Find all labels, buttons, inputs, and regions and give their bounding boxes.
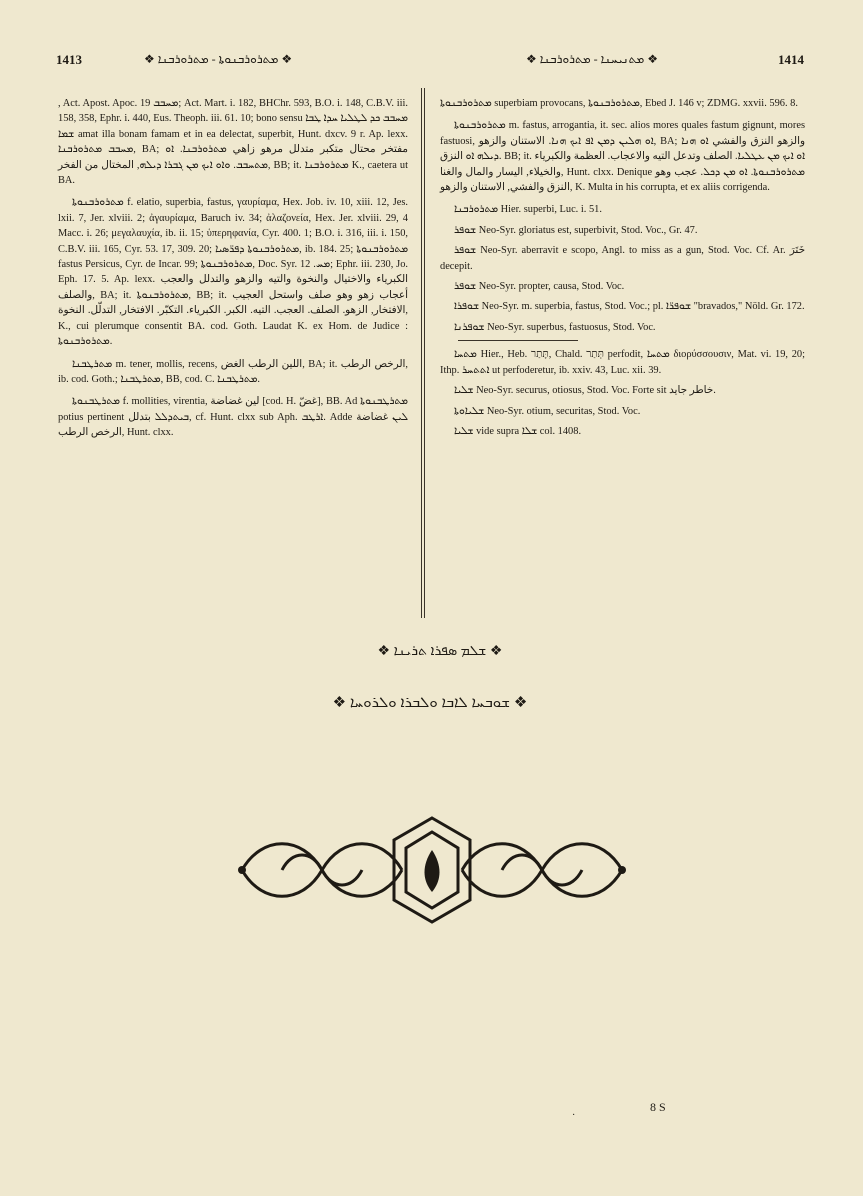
dictionary-entry: ܡܬܪܛܒܢܐ m. tener, mollis, recens, اللين الرطب الغض, BA; it. الرخص الرطب, ib. cod. Goth.; ܡܬܪܛܒܢܐ, BB, cod. C. ܡܬܪܛܒܢܐ. [58,358,408,385]
section-rule [458,340,578,341]
dictionary-entry: ܫܘܦܪܐ Neo-Syr. m. superbia, fastus, Stod. Voc.; pl. ܫܘܦܪ̈ܐ "bravados," Nöld. Gr. 172. [454,301,805,313]
dictionary-entry: ܫܠܝܐ Neo-Syr. securus, otiosus, Stod. Voc. Forte sit خاطر جايد. [454,385,716,397]
dictionary-entry: ܡܬܪܘܪܒܢܘܬܐ superbiam provocans, ܡܬܪܘܪܒܢܘܬܐ, Ebed J. 146 v; ZDMG. xxvii. 596. 8. [440,98,798,109]
column-divider [424,88,425,618]
dictionary-entry: ܫܘܦܪ Neo-Syr. gloriatus est, superbivit, Stod. Voc., Gr. 47. [454,224,698,236]
dictionary-entry: ܡܬܪܘܪܒܢܘܬܐ m. fastus, arrogantia, it. sec. alios mores quales fastum gignunt, mores fastuosi, ܐܘ ܗܠܝܢ ܕܡܢ ܐܦ ܐܝܟ ܗܢܐ. الاستنان والزهو, BA; والزهو النزق والفشي ܐܘ ܗܢܐ ܕܝܠܗ ܐܘ النزق. BB; it. ܐܘ ܐܝܟ ܡܢ ܥܛܠܝܐ. الصلف وتدعل التيه والاعجاب. العظمة والكبرياء والخيلاء, اليسار والمال والغنا, Hunt. clxx. Denique ܡܬܪܘܪܒܢܘܬܐ. ܐܘ ܡܢ ܕܟܠ. عجب وهو النزق والفشي, الاستنان والزهو, K. Multa in his corrupta, et ex aliis corrigenda. [440,120,805,194]
page-mark: · [572,1110,576,1121]
running-head-right: ❖ ܡܬܢܝܚܢܐ - ܡܬܪܘܪܒܢܐ ❖ [526,52,659,66]
knotwork-ornament [222,810,642,930]
dictionary-entry: ܫܠܝܐܘܬܐ Neo-Syr. otium, securitas, Stod. Voc. [454,405,641,417]
dictionary-entry: ܫܠܝܐ vide supra ܫܠܐ col. 1408. [454,425,582,437]
page-header [56,52,804,72]
dictionary-entry: ܡܬܪܘܪܒܢܐ Hier. superbi, Luc. i. 51. [454,204,602,216]
dictionary-entry: ܡܬܚܐ Hier., Heb. תָּתַר, Chald. תְּתַר perfodit, ܡܬܚܐ διορύσσουσιν, Mat. vi. 19, 20; Ithp. ܐܬܬܚܪ ut perfoderetur, ib. xxiv. 43, Luc. xii. 39. [440,349,805,376]
dictionary-entry: ܫܘܦܪ Neo-Syr. propter, causa, Stod. Voc. [454,281,625,293]
signature-mark: 8 S [650,1100,666,1114]
colophon-line: ❖ ܫܘܒܚܐ ܠܐܒܐ ܘܠܒܪܐ ܘܠܪܘܚܐ ❖ [332,695,528,711]
dictionary-entry: , Act. Apost. Apoc. ܡܚܒܒ 19; Act. Mart. i. 182, BHChr. 593, B.O. i. 148, C.B.V. iii. 158, 358, Ephr. i. 440, Eus. Theoph. iii. 61. 10; bono sensu ܡܚܒܒ ܟܕ ܠܛܠܝܐ ܚܕܐ ܛܒܐ ܫܡܐ amat illa bonam famam et in ea delectat, superbit, Hunt. dxcv. 9 r. Ap. lexx. ܡܚܒܒ ܡܬܪܘܪܒܢܐ, BA; مفتخر محتال متكبر متدلل مرهو زاهي ܡܬܪܘܪܒܢܐ. ܐܘ ܡܬܚܒܒ. ܘܐܘ ܐܝܟ ܡܢ ܓܒܪܐ ܕܝܠܗ, المختال من الفخر, BB; it. ܡܬܪܘܪܒܢܐ K., caetera ut BA. [58,98,409,187]
page-number-left: 1413 [56,52,82,67]
column-divider [421,88,422,618]
dictionary-entry: ܡܬܪܘܪܒܢܘܬܐ f. elatio, superbia, fastus, γαυρίαμα, Hex. Job. iv. 10, xiii. 12, Jes. lxii. 7, Jer. xlviii. 2; ἀγαυρίαμα, Baruch iv. 34; ἀλαζονεία, Hex. Jer. xlviii. 29, 4 Macc. i. 26; μεγαλαυχία, ib. ii. 15; ὑπερηφανία, Cyr. 400. 1; B.O. i. 316, iii. i. 150, C.B.V. iii. 165, Cyr. 53. 17, 309. 20; ܡܬܪܘܪܒܢܘܬܐ ܕܦܪ̈ܣܝܐ, ib. 184. 25; ܡܬܪܘܪܒܢܘܬܐ fastus Persicus, Cyr. de Incar. 99; ܡܬܪܘܪܒܢܘܬܐ, Doc. Syr. ܡܚ. 12; Ephr. iii. 230, Jo. Eph. 17. 5. Ap. lexx. الكبرياء والاختيال والنخوة والتيه والزهو والتدلل والعجب والصلف, BA; it. ܡܬܪܘܪܒܢܘܬܐ, BB; it. أعجاب زهو وهو صلف واستحل العجيب الافتخار, الزهو. الصلف. العجب. التيه. الكبر. الكبرياء. التكبّر. الافتخار, التدلّل. النخوة, K., cui plerumque consentit BA. cod. Goth. Laudat K. ex Hom. de Judice : ܡܬܪܘܪܒܢܘܬܐ. [58,197,409,348]
left-column [58,96,408,448]
dictionary-entry: ܫܘܦܪ Neo-Syr. aberravit e scopo, Angl. to miss as a gun, Stod. Voc. Cf. Ar. خَتَرَ decepit. [440,245,805,272]
running-head-left: ❖ ܡܬܪܘܪܒܢܘܬܐ - ܡܬܪܘܪܒܢܐ ❖ [144,52,293,66]
dictionary-entry: ܡܬܪܛܒܢܘܬܐ f. mollities, virentia, لين غضاضة [cod. H. غضّ], BB. Ad ܡܬܪܛܒܢܘܬܐ potius pertinent ܒܝܬܕܠܠ بتدلل, cf. Hunt. clxx sub Aph. ܐܪܛܒ. Adde ܠܝܢ غضاضة الرخص الرطب, Hunt. clxx. [58,396,408,439]
right-column [440,96,805,444]
colophon-line: ❖ ܫܠܡ ܣܦܪܐ ܬܪܝܢܐ ❖ [377,644,503,659]
dictionary-entry: ܫܘܦܪܢܐ Neo-Syr. superbus, fastuosus, Stod. Voc. [454,321,656,333]
page-number-right: 1414 [778,52,804,67]
